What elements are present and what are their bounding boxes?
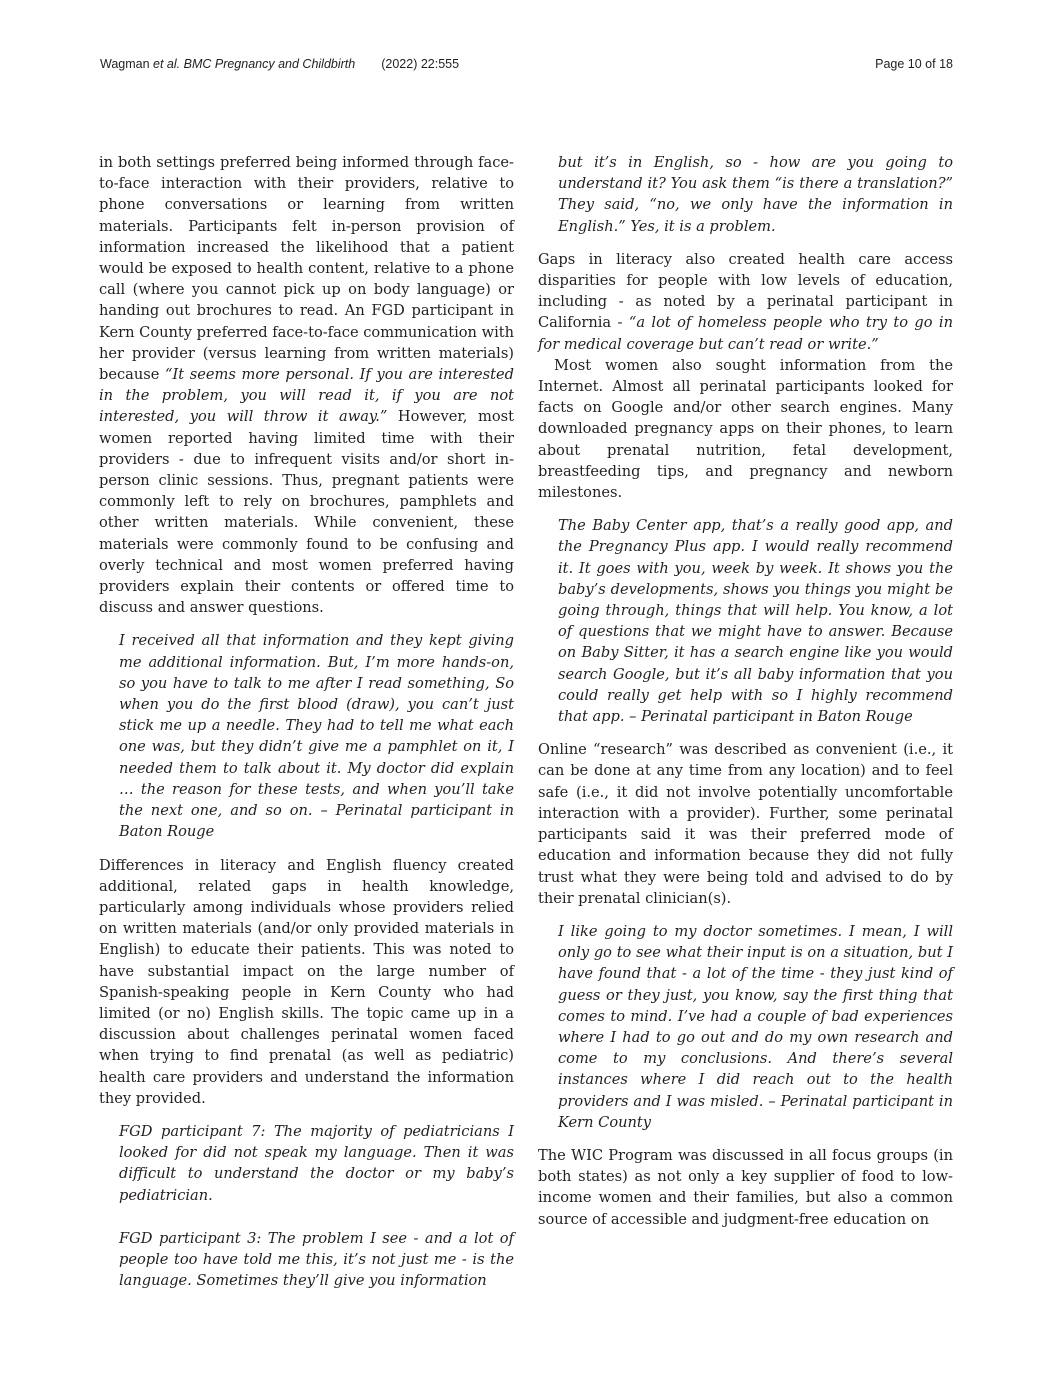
running-header [100, 57, 953, 77]
journal-name: et al. BMC Pregnancy and Childbirth [149, 57, 356, 71]
block-quote-fgd-7: FGD participant 7: The majority of pediatricians I looked for did not speak my language. Then it was difficult to understand the doctor or my baby’s pediatrician. [119, 1122, 514, 1204]
paragraph-text: However, most women reported having limited time with their providers - due to infrequent visits and/or short in-person clinic sessions. Thus, pregnant patients were commonly left to rely on brochures, pamphlets and other written materials. While convenient, these materials were commonly found to be confusing and overly technical and most women preferred having providers explain their contents or offered time to discuss and answer questions. [99, 408, 514, 617]
page-number: Page 10 of 18 [875, 57, 953, 71]
block-quote-baton-rouge: I received all that information and they kept giving me additional information. But, I’m more hands-on, so you have to talk to me after I read something, So when you do the first blood (draw), you can’t just stick me up a needle. They had to tell me what each one was, but they didn’t give me a pamphlet on it, I needed them to talk about it. My doctor did explain … the reason for these tests, and when you’ll take the next one, and so on. – Perinatal participant in Baton Rouge [119, 632, 514, 841]
author-name: Wagman [100, 57, 150, 71]
inline-quote: “a lot of homeless people who try to go in for medical coverage but can’t read or write.” [538, 314, 954, 353]
block-quote-baby-center: The Baby Center app, that’s a really good app, and the Pregnancy Plus app. I would really recommend it. It goes with you, week by week. It shows you the baby’s developments, shows you things you might be going through, things that will help. You know, a lot of questions that we might have to answer. Because on Baby Sitter, it has a search engine like you would search Google, but it’s all baby information that you could really get help with so I highly recommend that app. – Perinatal participant in Baton Rouge [558, 517, 953, 726]
left-column [99, 152, 514, 1303]
paragraph-wic: The WIC Program was discussed in all focus groups (in both states) as not only a key supplier of food to low-income women and their families, but also a common source of accessible and judgment-free education on [538, 1146, 953, 1228]
paragraph-text: Gaps in literacy also created health care access disparities for people with low levels of education, including - as noted by a perinatal participant in California - [538, 250, 953, 332]
paragraph-online-research: Online “research” was described as convenient (i.e., it can be done at any time from any location) and to feel safe (i.e., it did not involve potentially uncomfortable interaction with a provider). Further, some perinatal participants said it was their preferred mode of education and information because they did not fully trust what they were being told and advised to do by their prenatal clinician(s). [538, 741, 953, 907]
volume-citation: (2022) 22:555 [381, 57, 460, 71]
block-quote-fgd-3: FGD participant 3: The problem I see - and a lot of people too have told me this, it’s not just me - is the language. Sometimes they’ll give you information [119, 1229, 514, 1290]
block-quote-fgd-3-continued: but it’s in English, so - how are you going to understand it? You ask them “is there a translation?” They said, “no, we only have the information in English.” Yes, it is a problem. [558, 154, 953, 235]
paragraph-literacy-gaps [538, 249, 953, 355]
paragraph-internet: Most women also sought information from the Internet. Almost all perinatal participants looked for facts on Google and/or other search engines. Many downloaded pregnancy apps on their phones, to learn about prenatal nutrition, fetal development, breastfeeding tips, and pregnancy and newborn milestones. [538, 356, 953, 502]
paragraph-literacy: Differences in literacy and English fluency created additional, related gaps in health knowledge, particularly among individuals whose providers relied on written materials (and/or only provided materials in English) to educate their patients. This was noted to have substantial impact on the large number of Spanish-speaking people in Kern County who had limited (or no) English skills. The topic came up in a discussion about challenges perinatal women faced when trying to find prenatal (as well as pediatric) health care providers and understand the information they provided. [99, 856, 514, 1107]
inline-quote: “It seems more personal. If you are interested in the problem, you will read it, if you are not interested, you will throw it away.” [99, 366, 514, 426]
paragraph-face-to-face [99, 152, 514, 618]
right-column [538, 152, 953, 1242]
paragraph-text: in both settings preferred being informed through face-to-face interaction with their providers, relative to phone conversations or learning from written materials. Participants felt in-person provision of information increased the likelihood that a patient would be exposed to health content, relative to a phone call (where you cannot pick up on body language) or handing out brochures to read. An FGD participant in Kern County preferred face-to-face communication with her provider (versus learning from written materials) because [99, 154, 514, 384]
block-quote-kern-county: I like going to my doctor sometimes. I mean, I will only go to see what their input is on a situation, but I have found that - a lot of the time - they just kind of guess or they just, you know, say the first thing that comes to mind. I’ve had a couple of bad experiences where I had to go out and do my own research and come to my conclusions. And there’s several instances where I did reach out to the health providers and I was misled. – Perinatal participant in Kern County [558, 922, 953, 1131]
journal-citation [100, 57, 459, 71]
